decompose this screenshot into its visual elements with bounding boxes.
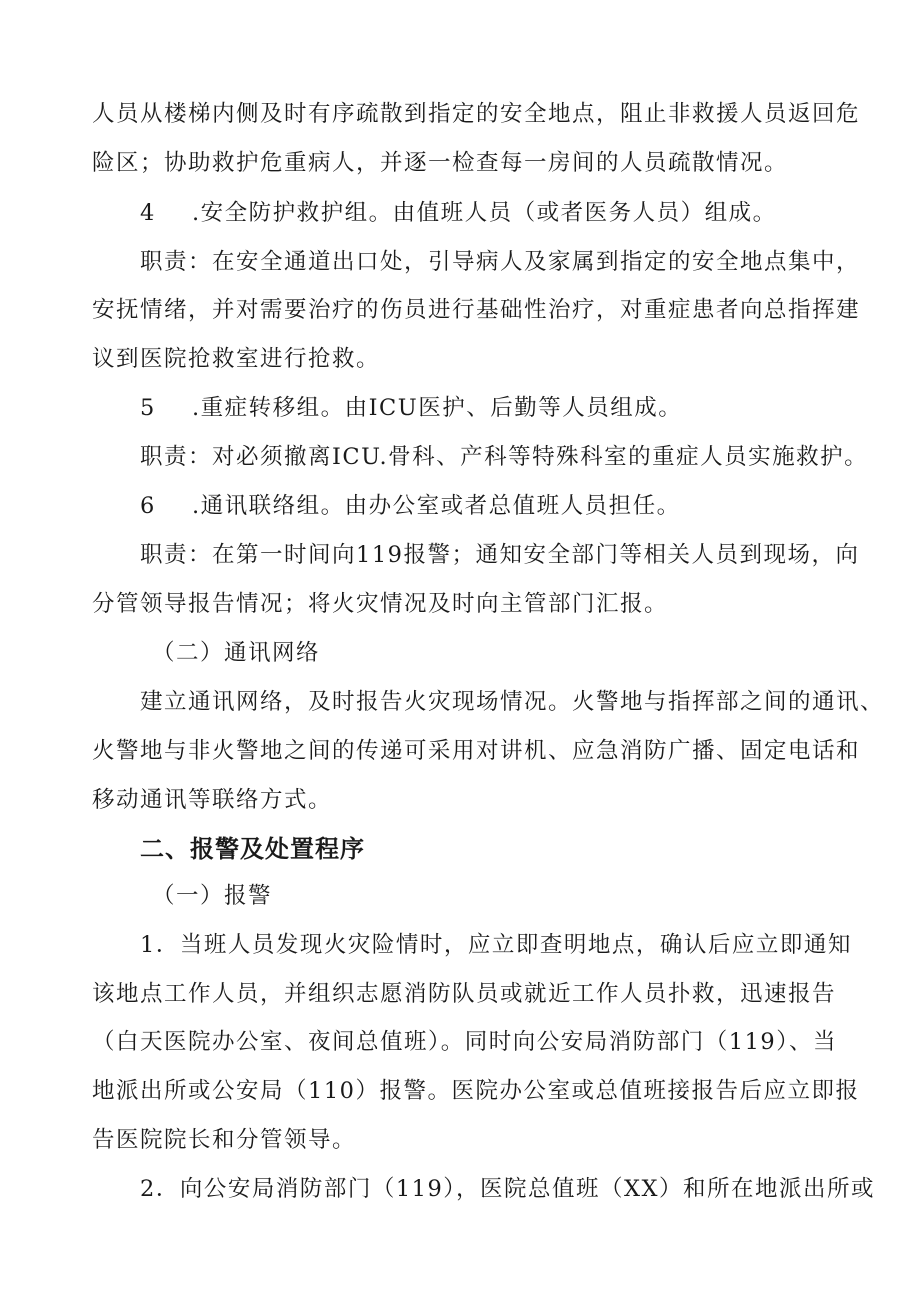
paragraph-line: 职责：对必须撤离ICU.骨科、产科等特殊科室的重症人员实施救护。 bbox=[140, 444, 869, 470]
subsection-heading: （二）通讯网络 bbox=[152, 640, 321, 666]
item-number: 4 bbox=[140, 200, 156, 226]
paragraph-line: 议到医院抢救室进行抢救。 bbox=[92, 346, 381, 372]
paragraph-line: （白天医院办公室、夜间总值班）。同时向公安局消防部门（119）、当 bbox=[92, 1029, 837, 1055]
item-title: .重症转移组。由ICU医护、后勤等人员组成。 bbox=[192, 395, 683, 421]
paragraph-line: 职责：在第一时间向119报警；通知安全部门等相关人员到现场，向 bbox=[140, 542, 860, 568]
paragraph-line: 1．当班人员发现火灾险情时，应立即查明地点，确认后应立即通知 bbox=[140, 932, 852, 958]
item-title: .安全防护救护组。由值班人员（或者医务人员）组成。 bbox=[192, 200, 777, 226]
paragraph-line: 2．向公安局消防部门（119），医院总值班（XX）和所在地派出所或 bbox=[140, 1176, 876, 1202]
paragraph-line: 该地点工作人员，并组织志愿消防队员或就近工作人员扑救，迅速报告 bbox=[92, 981, 837, 1007]
paragraph-line: 移动通讯等联络方式。 bbox=[92, 787, 333, 813]
item-number: 6 bbox=[140, 493, 156, 519]
item-6-title bbox=[140, 491, 681, 521]
paragraph-line: 火警地与非火警地之间的传递可采用对讲机、应急消防广播、固定电话和 bbox=[92, 738, 861, 764]
paragraph-line: 安抚情绪，并对需要治疗的伤员进行基础性治疗，对重症患者向总指挥建 bbox=[92, 297, 861, 323]
paragraph-line: 险区；协助救护危重病人，并逐一检查每一房间的人员疏散情况。 bbox=[92, 150, 789, 176]
item-title: .通讯联络组。由办公室或者总值班人员担任。 bbox=[192, 493, 681, 519]
paragraph-line: 地派出所或公安局（110）报警。医院办公室或总值班接报告后应立即报 bbox=[92, 1078, 860, 1104]
paragraph-line: 建立通讯网络，及时报告火灾现场情况。火警地与指挥部之间的通讯、 bbox=[140, 689, 885, 715]
paragraph-line: 职责：在安全通道出口处，引导病人及家属到指定的安全地点集中， bbox=[140, 249, 861, 275]
paragraph-line: 人员从楼梯内侧及时有序疏散到指定的安全地点，阻止非救援人员返回危 bbox=[92, 101, 861, 127]
paragraph-line: 告医院院长和分管领导。 bbox=[92, 1127, 357, 1153]
paragraph-line: 分管领导报告情况；将火灾情况及时向主管部门汇报。 bbox=[92, 591, 669, 617]
item-4-title bbox=[140, 198, 777, 228]
subsection-heading: （一）报警 bbox=[152, 883, 273, 909]
item-5-title bbox=[140, 393, 682, 423]
item-number: 5 bbox=[140, 395, 156, 421]
section-heading: 二、报警及处置程序 bbox=[140, 835, 365, 863]
